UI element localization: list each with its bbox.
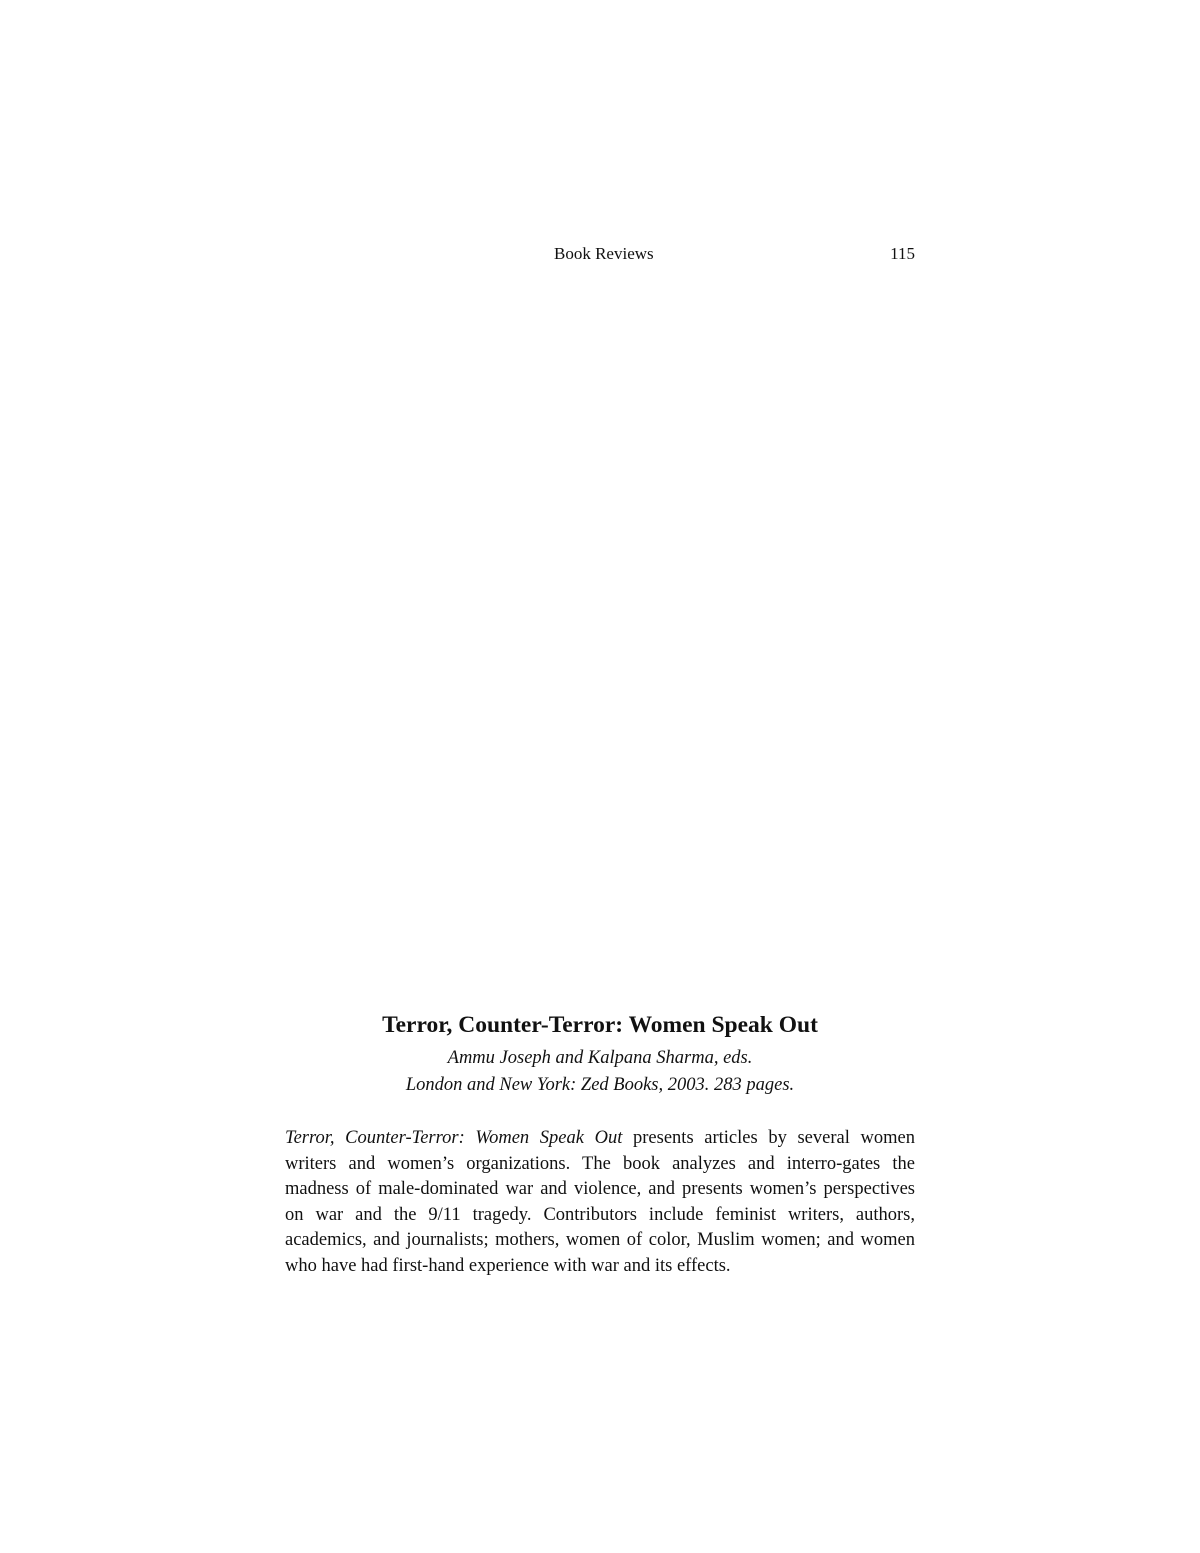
review-body-text: presents articles by several women writers and women’s organizations. The book analyzes and interro-gates the madness of male-dominated war and violence, and presents women’s perspectives on war and the 9/11 tragedy. Contributors include feminist writers, authors, academics, and journalists; mothers, women of color, Muslim women; and women who have had first-hand experience with war and its effects.	[285, 1128, 915, 1276]
review-meta	[285, 1045, 915, 1099]
review-editors: Ammu Joseph and Kalpana Sharma, eds.	[447, 1048, 753, 1068]
page-number: 115	[890, 244, 915, 263]
review-body-book-title: Terror, Counter-Terror: Women Speak Out	[285, 1128, 623, 1148]
running-head	[0, 244, 1200, 266]
review-title: Terror, Counter-Terror: Women Speak Out	[382, 1012, 818, 1038]
running-head-section: Book Reviews	[554, 244, 654, 263]
review-body	[285, 1126, 915, 1280]
review-publication: London and New York: Zed Books, 2003. 283 pages.	[405, 1075, 795, 1095]
book-review	[285, 1010, 915, 1280]
